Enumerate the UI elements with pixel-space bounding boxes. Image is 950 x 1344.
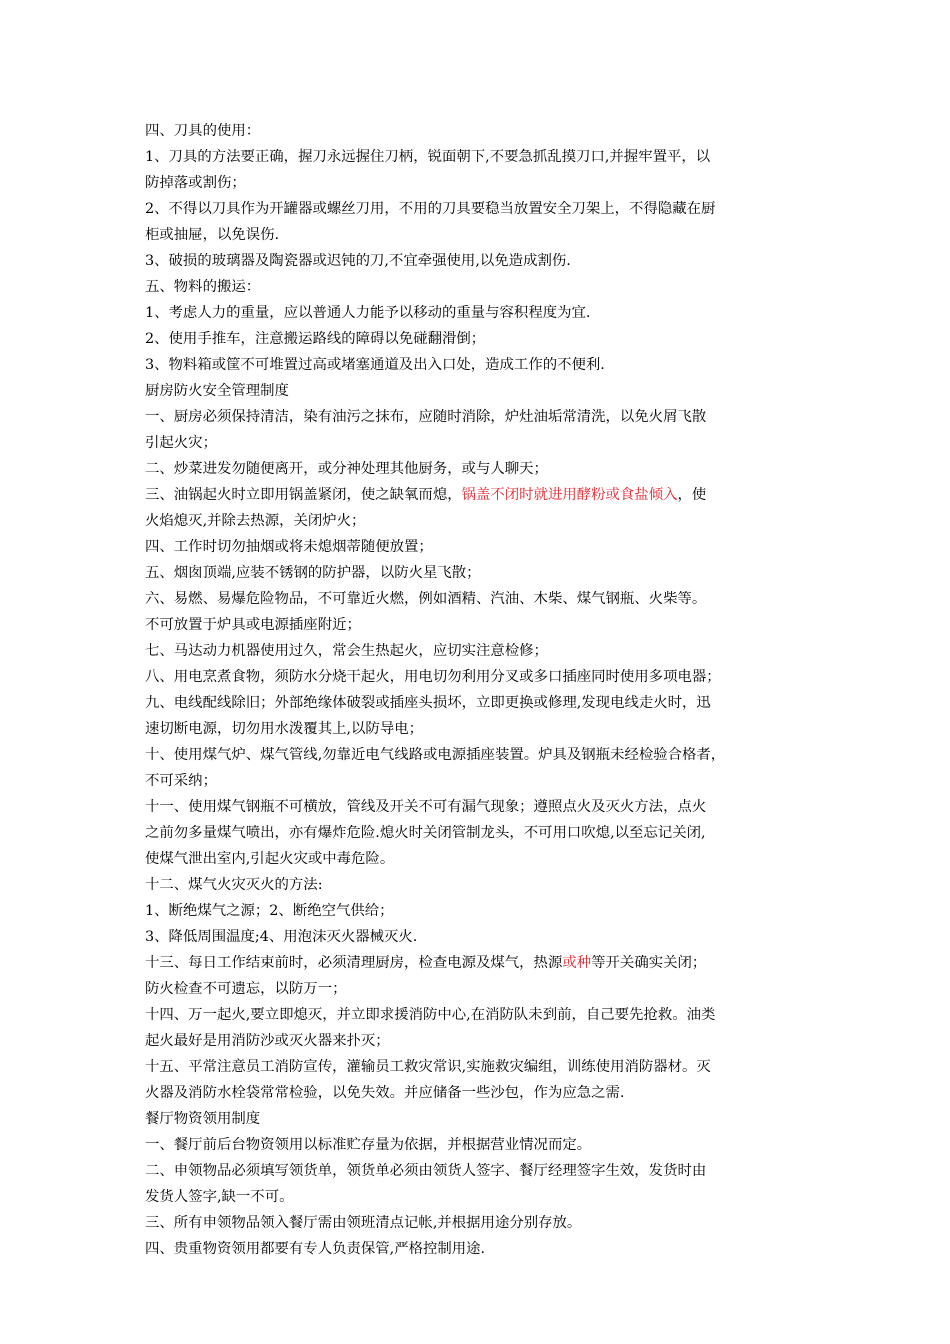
line-text: 四、刀具的使用： — [145, 123, 261, 139]
text-line — [145, 456, 815, 482]
text-line — [145, 1210, 815, 1236]
line-text: 四、工作时切勿抽烟或将未熄烟蒂随便放置； — [145, 539, 433, 555]
text-line — [145, 248, 815, 274]
line-text: 十四、万一起火,要立即熄灭，并立即求援消防中心,在消防队未到前，自己要先抢救。油类 — [145, 1007, 716, 1023]
line-text: 九、电线配线除旧；外部绝缘体破裂或插座头损坏，立即更换或修理,发现电线走火时，迅 — [145, 695, 711, 711]
line-text: 三、油锅起火时立即用锅盖紧闭，使之缺氧而熄， — [145, 487, 462, 503]
line-text: 十一、使用煤气钢瓶不可横放，管线及开关不可有漏气现象；遵照点火及灭火方法，点火 — [145, 799, 707, 815]
text-line — [145, 664, 815, 690]
text-line — [145, 716, 815, 742]
line-text: 十二、煤气火灾灭火的方法: — [145, 877, 323, 893]
line-text: 引起火灾； — [145, 435, 217, 451]
line-text: 2、不得以刀具作为开罐器或螺丝刀用，不用的刀具要稳当放置安全刀架上，不得隐藏在厨 — [145, 201, 716, 217]
text-line — [145, 872, 815, 898]
text-line — [145, 1158, 815, 1184]
line-text: 防掉落或割伤； — [145, 175, 246, 191]
line-text: 四、贵重物资领用都要有专人负责保管,严格控制用途. — [145, 1241, 486, 1257]
text-line — [145, 326, 815, 352]
line-text: 二、申领物品必须填写领货单，领货单必须由领货人签字、餐厅经理签字生效，发货时由 — [145, 1163, 707, 1179]
line-text: 十、使用煤气炉、煤气管线,勿靠近电气线路或电源插座装置。炉具及钢瓶未经检验合格者， — [145, 747, 726, 763]
line-text: 速切断电源，切勿用水泼覆其上,以防导电； — [145, 721, 423, 737]
text-line — [145, 924, 815, 950]
line-text: 3、降低周围温度;4、用泡沫灭火器械灭火. — [145, 929, 418, 945]
line-text: 2、使用手推车，注意搬运路线的障碍以免碰翻滑倒； — [145, 331, 486, 347]
line-text: 厨房防火安全管理制度 — [145, 383, 289, 399]
line-text: 发货人签字,缺一不可。 — [145, 1189, 294, 1205]
text-line — [145, 352, 815, 378]
line-text: 五、物料的搬运： — [145, 279, 261, 295]
line-text: 1、考虑人力的重量，应以普通人力能予以移动的重量与容积程度为宜. — [145, 305, 591, 321]
section-heading — [145, 274, 815, 300]
text-line — [145, 794, 815, 820]
text-line — [145, 846, 815, 872]
line-text: 不可采纳； — [145, 773, 217, 789]
text-line — [145, 742, 815, 768]
text-line — [145, 170, 815, 196]
text-line — [145, 222, 815, 248]
section-title — [145, 378, 815, 404]
text-line — [145, 534, 815, 560]
line-text: 3、破损的玻璃器及陶瓷器或迟钝的刀,不宜牵强使用,以免造成割伤. — [145, 253, 571, 269]
line-text: 1、刀具的方法要正确，握刀永远握住刀柄，锐面朝下,不要急抓乱摸刀口,并握牢置平，以 — [145, 149, 711, 165]
text-line — [145, 560, 815, 586]
line-text: 一、厨房必须保持清洁，染有油污之抹布，应随时消除，炉灶油垢常清洗，以免火屑飞散 — [145, 409, 707, 425]
text-line — [145, 638, 815, 664]
section-title — [145, 1106, 815, 1132]
line-text: 等开关确实关闭； — [591, 955, 707, 971]
line-text: 1、断绝煤气之源；2、断绝空气供给； — [145, 903, 394, 919]
text-line — [145, 690, 815, 716]
text-line — [145, 820, 815, 846]
text-line — [145, 612, 815, 638]
text-line — [145, 1184, 815, 1210]
line-text: 不可放置于炉具或电源插座附近； — [145, 617, 361, 633]
line-text: 防火检查不可遗忘，以防万一； — [145, 981, 347, 997]
line-text: ，使 — [677, 487, 707, 503]
text-line — [145, 144, 815, 170]
line-text: 五、烟囱顶端,应装不锈钢的防护器，以防火星飞散； — [145, 565, 481, 581]
line-text: 使煤气泄出室内,引起火灾或中毒危险。 — [145, 851, 395, 867]
document-page — [145, 118, 815, 1262]
line-text: 二、炒菜进发勿随便离开，或分神处理其他厨务，或与人聊天； — [145, 461, 548, 477]
text-line — [145, 1132, 815, 1158]
line-text: 餐厅物资领用制度 — [145, 1111, 261, 1127]
line-text: 火器及消防水栓袋常常检验，以免失效。并应储备一些沙包，作为应急之需. — [145, 1085, 625, 1101]
line-text: 十五、平常注意员工消防宣传，灌输员工救灾常识,实施救灾编组，训练使用消防器材。灭 — [145, 1059, 711, 1075]
text-line — [145, 768, 815, 794]
highlighted-text: 锅盖不闭时就进用酵粉或食盐倾入 — [461, 487, 678, 503]
line-text: 火焰熄灭,并除去热源，关闭炉火； — [145, 513, 366, 529]
text-line — [145, 1054, 815, 1080]
text-line — [145, 300, 815, 326]
line-text: 七、马达动力机器使用过久，常会生热起火，应切实注意检修； — [145, 643, 548, 659]
text-line — [145, 1028, 815, 1054]
text-line — [145, 950, 815, 976]
text-line — [145, 898, 815, 924]
text-line — [145, 430, 815, 456]
text-line — [145, 976, 815, 1002]
line-text: 三、所有申领物品领入餐厅需由领班清点记帐,并根据用途分别存放。 — [145, 1215, 582, 1231]
text-line — [145, 482, 815, 508]
line-text: 柜或抽屉，以免误伤. — [145, 227, 280, 243]
text-line — [145, 586, 815, 612]
highlighted-text: 或种 — [562, 955, 592, 971]
text-line — [145, 196, 815, 222]
line-text: 之前勿多量煤气喷出，亦有爆炸危险.熄火时关闭管制龙头，不可用口吹熄,以至忘记关闭, — [145, 825, 706, 841]
text-line — [145, 1002, 815, 1028]
line-text: 起火最好是用消防沙或灭火器来扑灭； — [145, 1033, 390, 1049]
text-line — [145, 118, 815, 144]
text-line — [145, 404, 815, 430]
text-line — [145, 1080, 815, 1106]
text-line — [145, 1236, 815, 1262]
line-text: 十三、每日工作结束前时，必须清理厨房，检查电源及煤气，热源 — [145, 955, 563, 971]
line-text: 3、物料箱或筐不可堆置过高或堵塞通道及出入口处，造成工作的不便利. — [145, 357, 605, 373]
line-text: 六、易燃、易爆危险物品，不可靠近火燃，例如酒精、汽油、木柴、煤气钢瓶、火柴等。 — [145, 591, 707, 607]
text-line — [145, 508, 815, 534]
line-text: 一、餐厅前后台物资领用以标准贮存量为依据，并根据营业情况而定。 — [145, 1137, 592, 1153]
line-text: 八、用电烹煮食物，须防水分烧干起火，用电切勿利用分叉或多口插座同时使用多项电器； — [145, 669, 721, 685]
